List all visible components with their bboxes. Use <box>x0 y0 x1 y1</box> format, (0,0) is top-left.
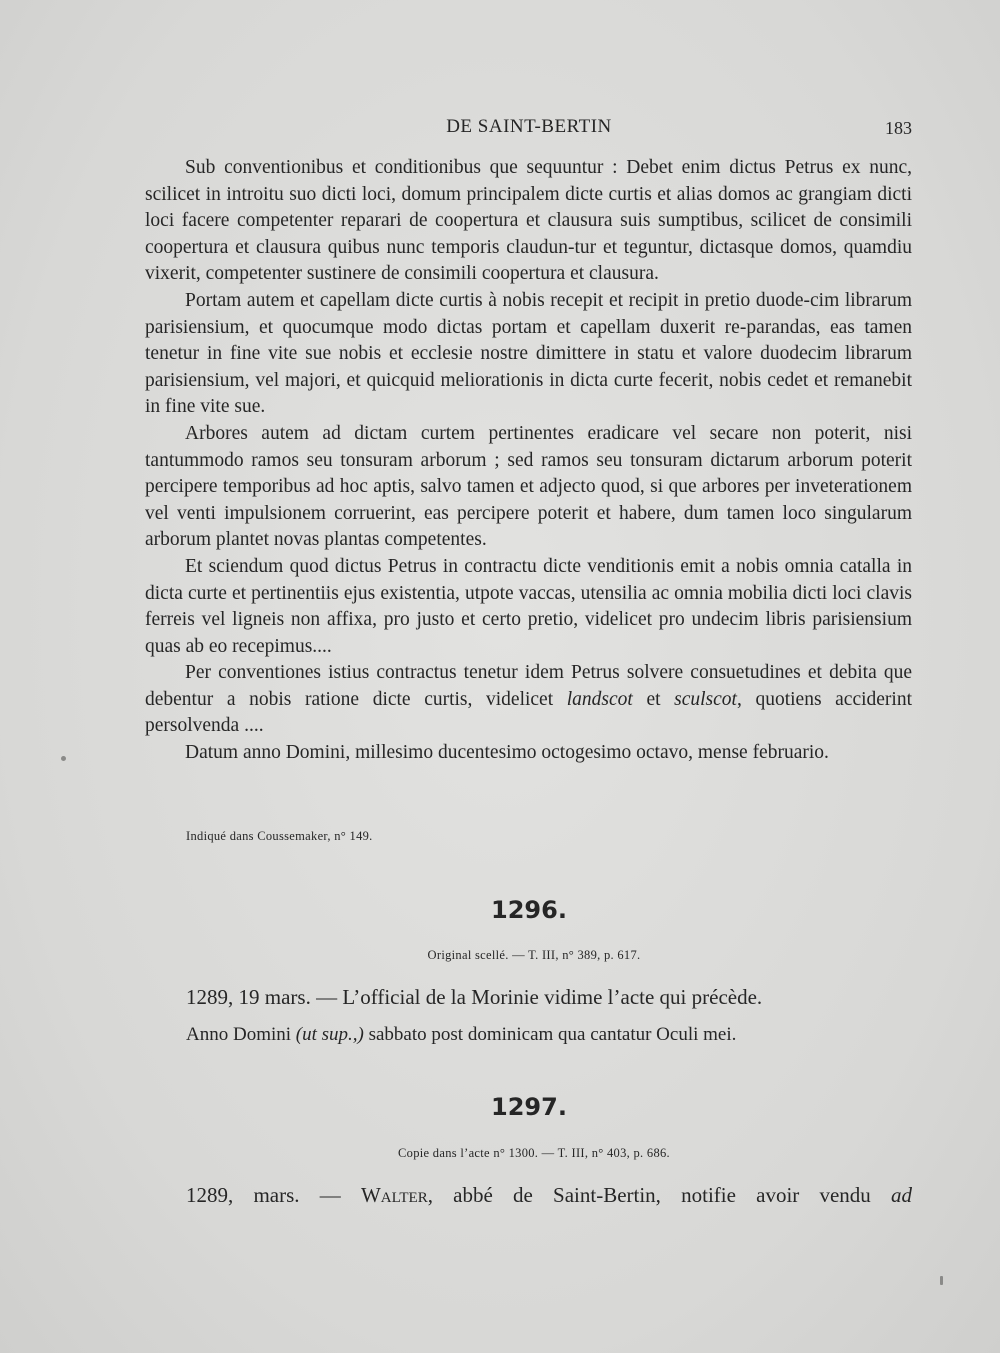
running-head <box>146 116 912 146</box>
act-source-1296: Original scellé. — T. III, n° 389, p. 617. <box>427 948 641 962</box>
act-dash-1297: — <box>319 1183 341 1207</box>
act-text-1296-end: sabbato post dominicam qua cantatur Oculi mei. <box>363 1024 737 1045</box>
scan-speck <box>61 756 66 761</box>
paragraph-consuetudines <box>145 660 912 740</box>
act-number-1297: 1297. <box>491 1093 567 1121</box>
paragraph-conditions: Sub conventionibus et conditionibus que sequuntur : Debet enim dictus Petrus ex nunc, scilicet in introitu suo dicti loci, domum principalem dicte curtis et alias domos ac grangiam dicti loci facere competenter reparari de coopertura et clausura suis sumptibus, scilicet de consimili coopertura et clausura quibus nunc temporis claudun-tur et teguntur, dictasque domos, quamdiu vixerit, competenter sustinere de consimili coopertura et clausura. <box>145 157 912 285</box>
act-dash-1296: — <box>316 985 338 1009</box>
charter-body <box>145 155 912 767</box>
act-text-1296-start: Anno Domini <box>186 1024 296 1045</box>
act-summary-1297-italic: ad <box>891 1183 913 1207</box>
source-note: Indiqué dans Coussemaker, n° 149. <box>186 829 373 843</box>
paragraph-datum: Datum anno Domini, millesimo ducentesimo octogesimo octavo, mense februario. <box>185 742 829 764</box>
act-source-1297: Copie dans l’acte n° 1300. — T. III, n° 403, p. 686. <box>398 1146 670 1160</box>
act-heading-1296 <box>186 985 912 1010</box>
scan-speck <box>940 1276 943 1285</box>
consuetudines-text-start: Per conventiones istius contractus tenetur idem Petrus solvere consuetudines et debita que debentur a nobis ratione dicte curtis, videlicet <box>145 662 912 710</box>
act-date-1296: 1289, 19 mars. <box>186 985 311 1009</box>
act-date-1297: 1289, mars. <box>186 1183 300 1207</box>
consuetudines-text-mid: et <box>632 688 675 710</box>
paragraph-porta-capella: Portam autem et capellam dicte curtis à nobis recepit et recipit in pretio duode-cim librarum parisiensium, et quocumque modo dictas portam et capellam duxerit re-parandas, eas tamen tenetur in fine vite sue nobis et ecclesie nostre dimittere in statu et valore duodecim librarum parisiensium, vel majori, et quicquid meliorationis in dicta curte fecerit, nobis cedet et remanebit in fine vite sue. <box>145 289 912 418</box>
act-number-1296: 1296. <box>491 896 567 924</box>
act-text-1296-italic: (ut sup.,) <box>295 1024 364 1045</box>
paragraph-arbores: Arbores autem ad dictam curtem pertinentes eradicare vel secare non poterit, nisi tantummodo ramos seu tonsuram arborum ; sed ramos seu tonsuram dictarum arborum poterit percipere temporibus ad hoc aptis, salvo tamen et adjecto quod, si que arbores per inveterationem vel venti impulsionem corruerint, eas percipere poterit et habere, dum tamen loco singularum arborum plantet novas plantas competentes. <box>145 422 912 551</box>
page-number: 183 <box>885 118 912 138</box>
consuetudines-text-end: , quotiens acciderint persolvenda .... <box>145 688 913 737</box>
act-person-1297: Walter <box>360 1183 428 1207</box>
act-summary-1296: L’official de la Morinie vidime l’acte qui précède. <box>342 985 763 1009</box>
term-sculscot: sculscot <box>674 688 737 710</box>
paragraph-catalla: Et sciendum quod dictus Petrus in contractu dicte venditionis emit a nobis omnia catalla in dicta curte et pertinentiis ejus existentia, utpote vaccas, utensilia ac omnia mobilia dicti loci clavis ferreis vel ligneis non affixa, pro justo et certo pretio, videlicet pro undecim libris parisiensium quas ab eo recepimus.... <box>145 555 912 657</box>
act-summary-1297: , abbé de Saint-Bertin, notifie avoir vendu <box>427 1183 892 1207</box>
act-heading-1297 <box>186 1183 912 1208</box>
running-title: DE SAINT-BERTIN <box>446 116 612 137</box>
act-text-1296 <box>186 1024 736 1046</box>
term-landscot: landscot <box>566 688 633 710</box>
